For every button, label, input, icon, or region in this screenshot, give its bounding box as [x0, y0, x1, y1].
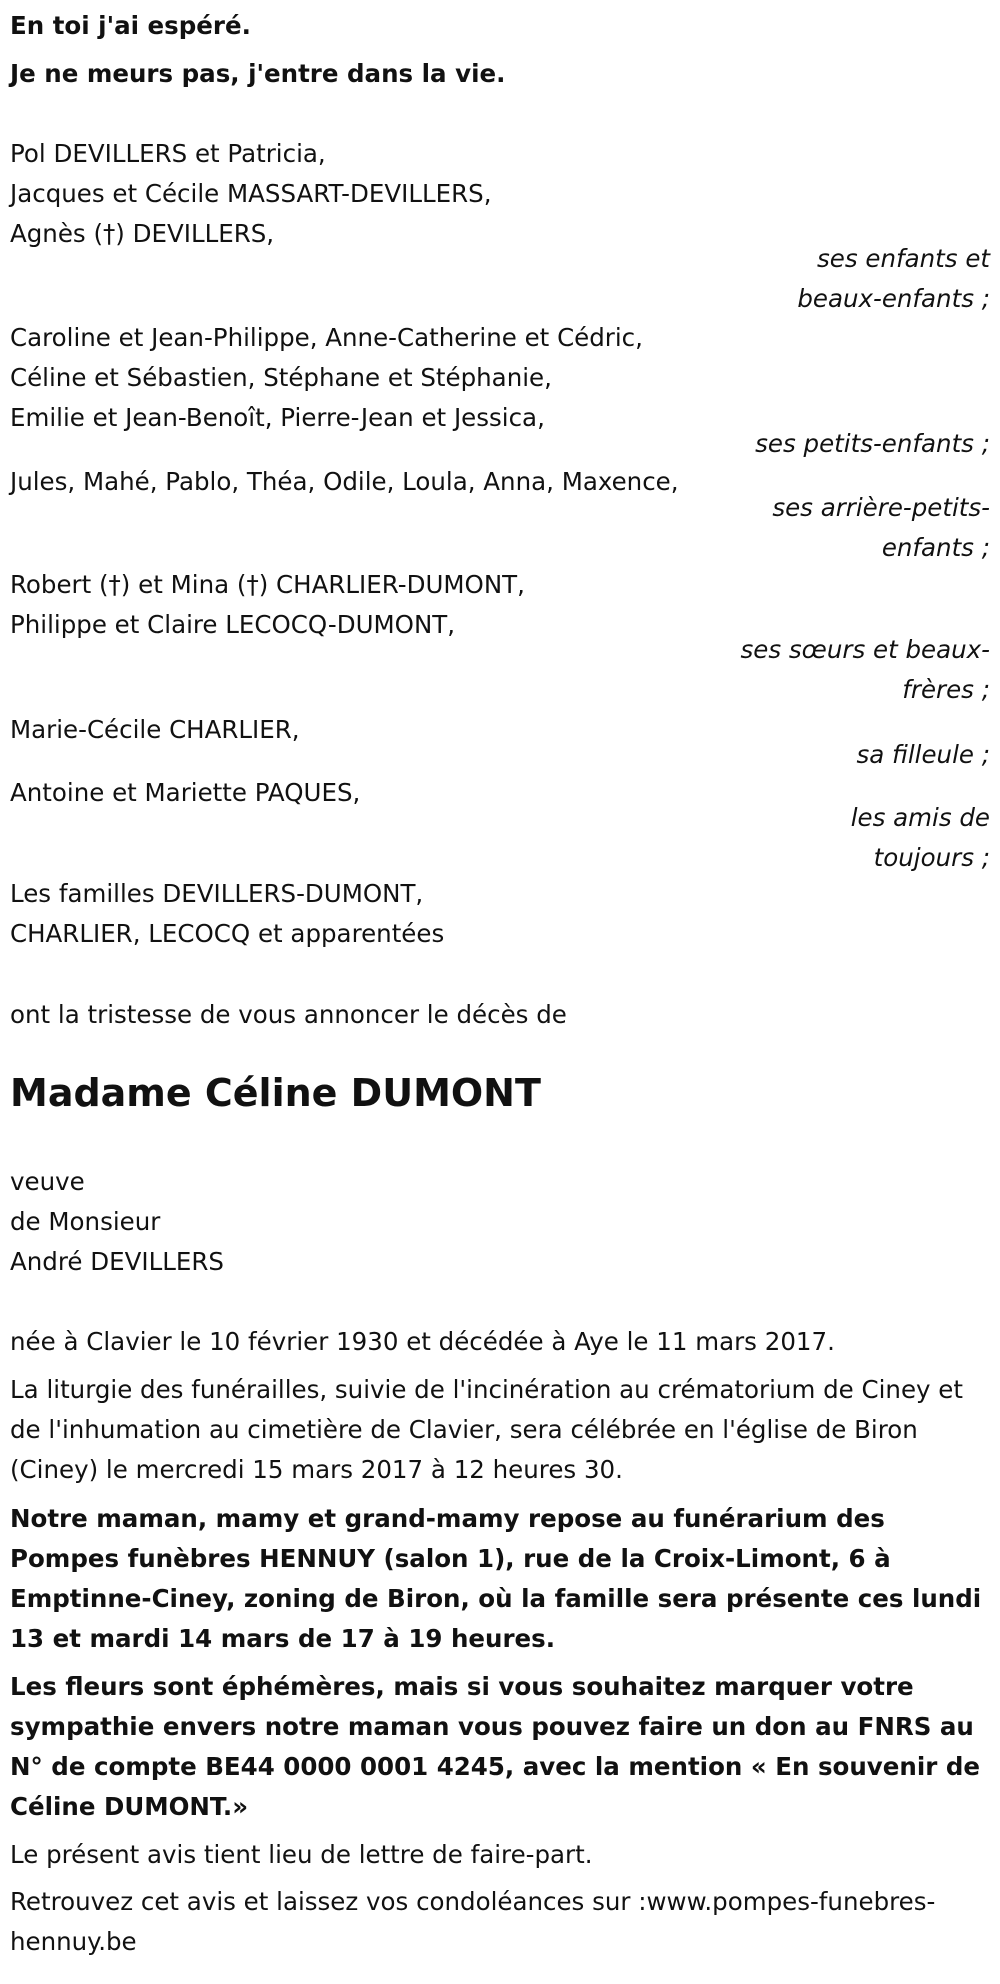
- family-name-line: Jacques et Cécile MASSART-DEVILLERS,: [10, 179, 492, 208]
- family-group-grandchildren: [10, 318, 990, 438]
- family-name-line: Jules, Mahé, Pablo, Théa, Odile, Loula, Anna, Maxence,: [10, 467, 679, 496]
- relation-line: ses sœurs et beaux-: [740, 635, 990, 664]
- family-name-line: Antoine et Mariette PAQUES,: [10, 778, 361, 807]
- widow-of: [10, 1162, 990, 1282]
- notice-statement: Le présent avis tient lieu de lettre de faire-part.: [10, 1840, 593, 1869]
- relation-line: sa filleule ;: [856, 740, 990, 769]
- relation-goddaughter: [856, 735, 990, 775]
- family-name-line: Caroline et Jean-Philippe, Anne-Catherine et Cédric,: [10, 323, 643, 352]
- flowers-donation: Les fleurs sont éphémères, mais si vous souhaitez marquer votre sympathie envers notre maman vous pouvez faire un don au FNRS au N° de compte BE44 0000 0001 4245, avec la mention « En souvenir de Céline DUMONT.»: [10, 1672, 980, 1821]
- condolences-info: Retrouvez cet avis et laissez vos condoléances sur :www.pompes-funebres-hennuy.be: [10, 1887, 936, 1956]
- relation-line: ses petits-enfants ;: [755, 429, 990, 458]
- relation-great-grandchildren: [772, 488, 990, 568]
- relation-children: [797, 239, 990, 319]
- family-name-line: Les familles DEVILLERS-DUMONT,: [10, 879, 424, 908]
- epigraph-line-1: En toi j'ai espéré.: [10, 11, 251, 40]
- relation-friends: [851, 798, 990, 878]
- family-group-friends: [10, 773, 990, 813]
- widow-line: André DEVILLERS: [10, 1247, 224, 1276]
- relation-grandchildren: [755, 424, 990, 464]
- funeral-details: La liturgie des funérailles, suivie de l'incinération au crématorium de Ciney et de l'inhumation au cimetière de Clavier, sera célébrée en l'église de Biron (Ciney) le mercredi 15 mars 2017 à 12 heures 30.: [10, 1375, 963, 1484]
- family-name-line: Emilie et Jean-Benoît, Pierre-Jean et Jessica,: [10, 403, 545, 432]
- family-name-line: Philippe et Claire LECOCQ-DUMONT,: [10, 610, 456, 639]
- deceased-name: Madame Céline DUMONT: [10, 1071, 541, 1115]
- birth-death-dates: née à Clavier le 10 février 1930 et décédée à Aye le 11 mars 2017.: [10, 1327, 835, 1356]
- announcement: ont la tristesse de vous annoncer le décès de: [10, 1000, 567, 1029]
- family-name-line: Céline et Sébastien, Stéphane et Stéphanie,: [10, 363, 552, 392]
- relation-line: les amis de: [850, 803, 990, 832]
- family-name-line: CHARLIER, LECOCQ et apparentées: [10, 919, 445, 948]
- epigraph-line-2: Je ne meurs pas, j'entre dans la vie.: [10, 59, 506, 88]
- relation-line: toujours ;: [873, 843, 990, 872]
- family-name-line: Pol DEVILLERS et Patricia,: [10, 139, 326, 168]
- widow-line: de Monsieur: [10, 1207, 161, 1236]
- relation-line: ses enfants et: [817, 244, 990, 273]
- relation-line: enfants ;: [881, 533, 990, 562]
- family-name-line: Agnès (†) DEVILLERS,: [10, 219, 275, 248]
- relation-line: frères ;: [902, 675, 990, 704]
- relation-line: beaux-enfants ;: [797, 284, 990, 313]
- widow-line: veuve: [10, 1167, 85, 1196]
- family-name-line: Marie-Cécile CHARLIER,: [10, 715, 300, 744]
- visitation-details: Notre maman, mamy et grand-mamy repose au funérarium des Pompes funèbres HENNUY (salon 1), rue de la Croix-Limont, 6 à Emptinne-Ciney, zoning de Biron, où la famille sera présente ces lundi 13 et mardi 14 mars de 17 à 19 heures.: [10, 1504, 982, 1653]
- family-group-goddaughter: [10, 710, 990, 750]
- family-name-line: Robert (†) et Mina (†) CHARLIER-DUMONT,: [10, 570, 525, 599]
- relation-siblings: [741, 630, 990, 710]
- extended-families: [10, 874, 990, 954]
- relation-line: ses arrière-petits-: [772, 493, 990, 522]
- family-group-children: [10, 134, 990, 254]
